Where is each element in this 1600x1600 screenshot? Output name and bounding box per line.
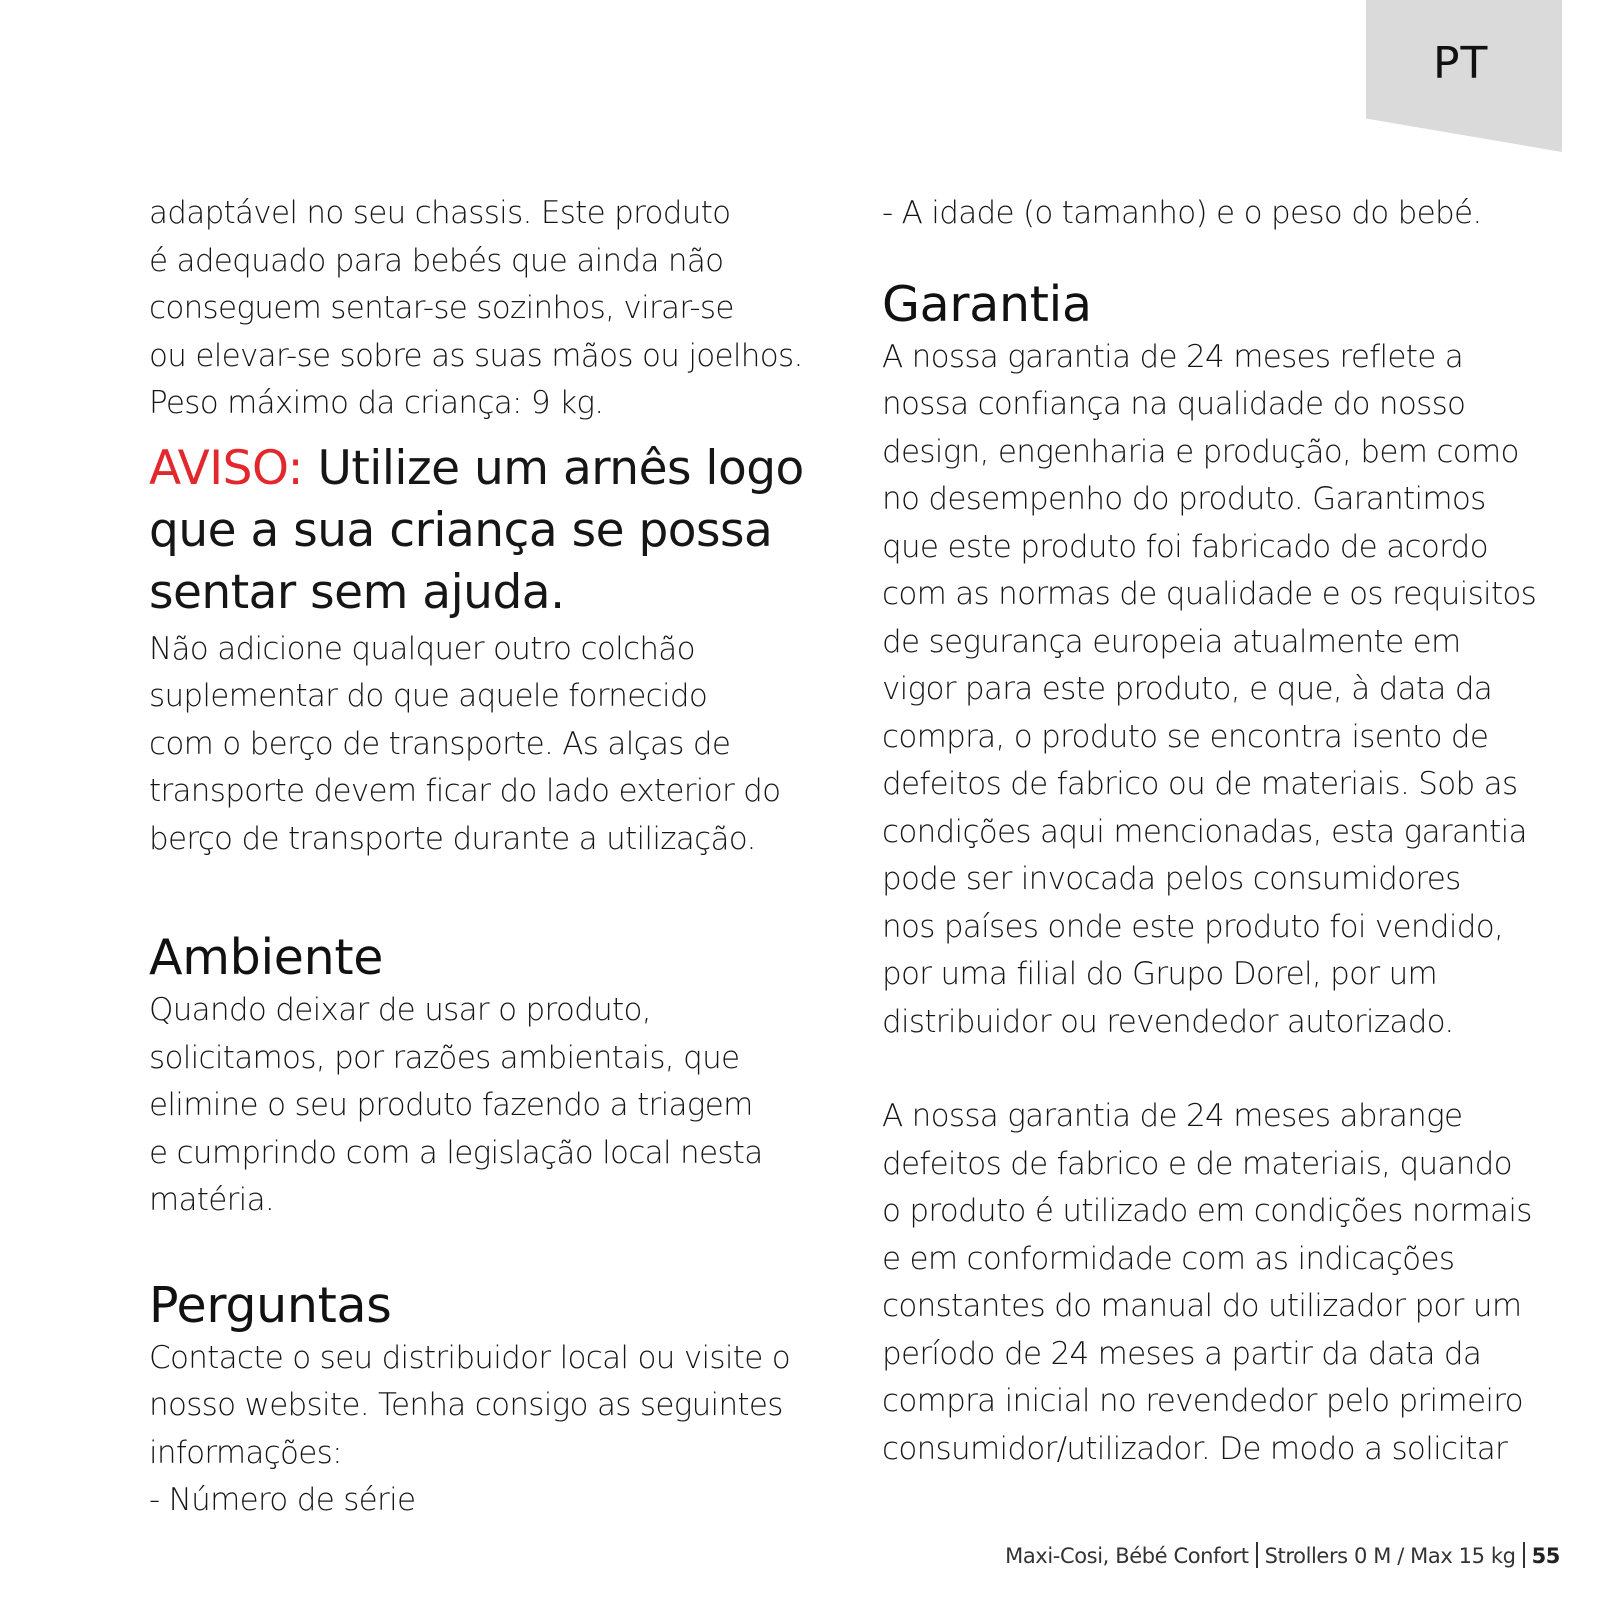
warning-label: AVISO: xyxy=(149,440,303,496)
text-line: que este produto foi fabricado de acordo xyxy=(882,528,1488,565)
right-column xyxy=(882,190,1582,1473)
page-number: 55 xyxy=(1531,1544,1560,1568)
text-line: - Número de série xyxy=(149,1482,416,1518)
text-line: Contacte o seu distribuidor local ou visite o xyxy=(149,1339,791,1376)
section-heading-perguntas: Perguntas xyxy=(149,1276,392,1334)
footer-divider xyxy=(1256,1542,1258,1568)
section-heading-ambiente: Ambiente xyxy=(149,929,384,986)
text-line: ou elevar-se sobre as suas mãos ou joelhos. xyxy=(149,337,803,374)
text-line: A nossa garantia de 24 meses reflete a xyxy=(882,338,1464,375)
text-line: constantes do manual do utilizador por um xyxy=(882,1288,1522,1324)
garantia-paragraph-2 xyxy=(882,1093,1582,1473)
ambiente-paragraph xyxy=(149,987,839,1225)
text-line: suplementar do que aquele fornecido xyxy=(149,678,708,714)
text-line: defeitos de fabrico e de materiais, quando xyxy=(882,1145,1512,1182)
text-line: distribuidor ou revendedor autorizado. xyxy=(882,1003,1454,1040)
warning-notice xyxy=(149,438,839,624)
text-line: design, engenharia e produção, bem como xyxy=(882,433,1519,470)
text-line: por uma filial do Grupo Dorel, por um xyxy=(882,956,1438,992)
text-line: transporte devem ficar do lado exterior do xyxy=(149,773,781,809)
text-line: o produto é utilizado em condições normais xyxy=(882,1193,1532,1229)
text-line: de segurança europeia atualmente em xyxy=(882,623,1461,660)
footer-divider xyxy=(1523,1542,1525,1568)
text-line: A nossa garantia de 24 meses abrange xyxy=(882,1098,1463,1134)
text-line: período de 24 meses a partir da data da xyxy=(882,1335,1482,1372)
garantia-paragraph-1 xyxy=(882,334,1582,1047)
text-line: berço de transporte durante a utilização. xyxy=(149,820,756,857)
list-item-age-weight: - A idade (o tamanho) e o peso do bebé. xyxy=(882,195,1482,231)
perguntas-paragraph xyxy=(149,1335,839,1525)
text-line: matéria. xyxy=(149,1182,275,1218)
text-line: nossa confiança na qualidade do nosso xyxy=(882,386,1466,422)
text-line: com o berço de transporte. As alças de xyxy=(149,725,731,762)
text-line: condições aqui mencionadas, esta garantia xyxy=(882,813,1527,850)
text-line: é adequado para bebés que ainda não xyxy=(149,242,724,279)
footer-brand: Maxi-Cosi, Bébé Confort xyxy=(1005,1544,1249,1568)
text-line: Peso máximo da criança: 9 kg. xyxy=(149,385,604,421)
warning-line: sentar sem ajuda. xyxy=(149,564,565,620)
text-line: compra inicial no revendedor pelo primeiro xyxy=(882,1383,1523,1419)
text-line: Não adicione qualquer outro colchão xyxy=(149,630,695,667)
section-heading-garantia: Garantia xyxy=(882,275,1092,333)
intro-paragraph xyxy=(149,190,839,428)
warning-line: que a sua criança se possa xyxy=(149,502,773,558)
text-line: pode ser invocada pelos consumidores xyxy=(882,861,1461,897)
text-line: com as normas de qualidade e os requisitos xyxy=(882,576,1537,612)
text-line: elimine o seu produto fazendo a triagem xyxy=(149,1087,753,1123)
text-line: e cumprindo com a legislação local nesta xyxy=(149,1134,763,1171)
text-line: defeitos de fabrico ou de materiais. Sob as xyxy=(882,766,1518,802)
text-line: e em conformidade com as indicações xyxy=(882,1240,1455,1277)
text-line: no desempenho do produto. Garantimos xyxy=(882,481,1486,517)
text-line: nos países onde este produto foi vendido, xyxy=(882,908,1504,945)
text-line: compra, o produto se encontra isento de xyxy=(882,718,1489,755)
footer-product: Strollers 0 M / Max 15 kg xyxy=(1264,1544,1516,1568)
text-line: informações: xyxy=(149,1434,342,1471)
text-line: adaptável no seu chassis. Este produto xyxy=(149,195,731,231)
text-line: vigor para este produto, e que, à data da xyxy=(882,671,1493,707)
page-footer xyxy=(1005,1542,1560,1568)
left-column xyxy=(149,190,839,1525)
warning-line: Utilize um arnês logo xyxy=(303,440,804,496)
text-line: conseguem sentar-se sozinhos, virar-se xyxy=(149,290,734,326)
text-line: consumidor/utilizador. De modo a solicitar xyxy=(882,1430,1508,1467)
mattress-paragraph xyxy=(149,626,839,864)
text-line: Quando deixar de usar o produto, xyxy=(149,992,651,1028)
language-code: PT xyxy=(1433,38,1489,89)
text-line: solicitamos, por razões ambientais, que xyxy=(149,1039,740,1076)
text-line: nosso website. Tenha consigo as seguintes xyxy=(149,1387,783,1423)
